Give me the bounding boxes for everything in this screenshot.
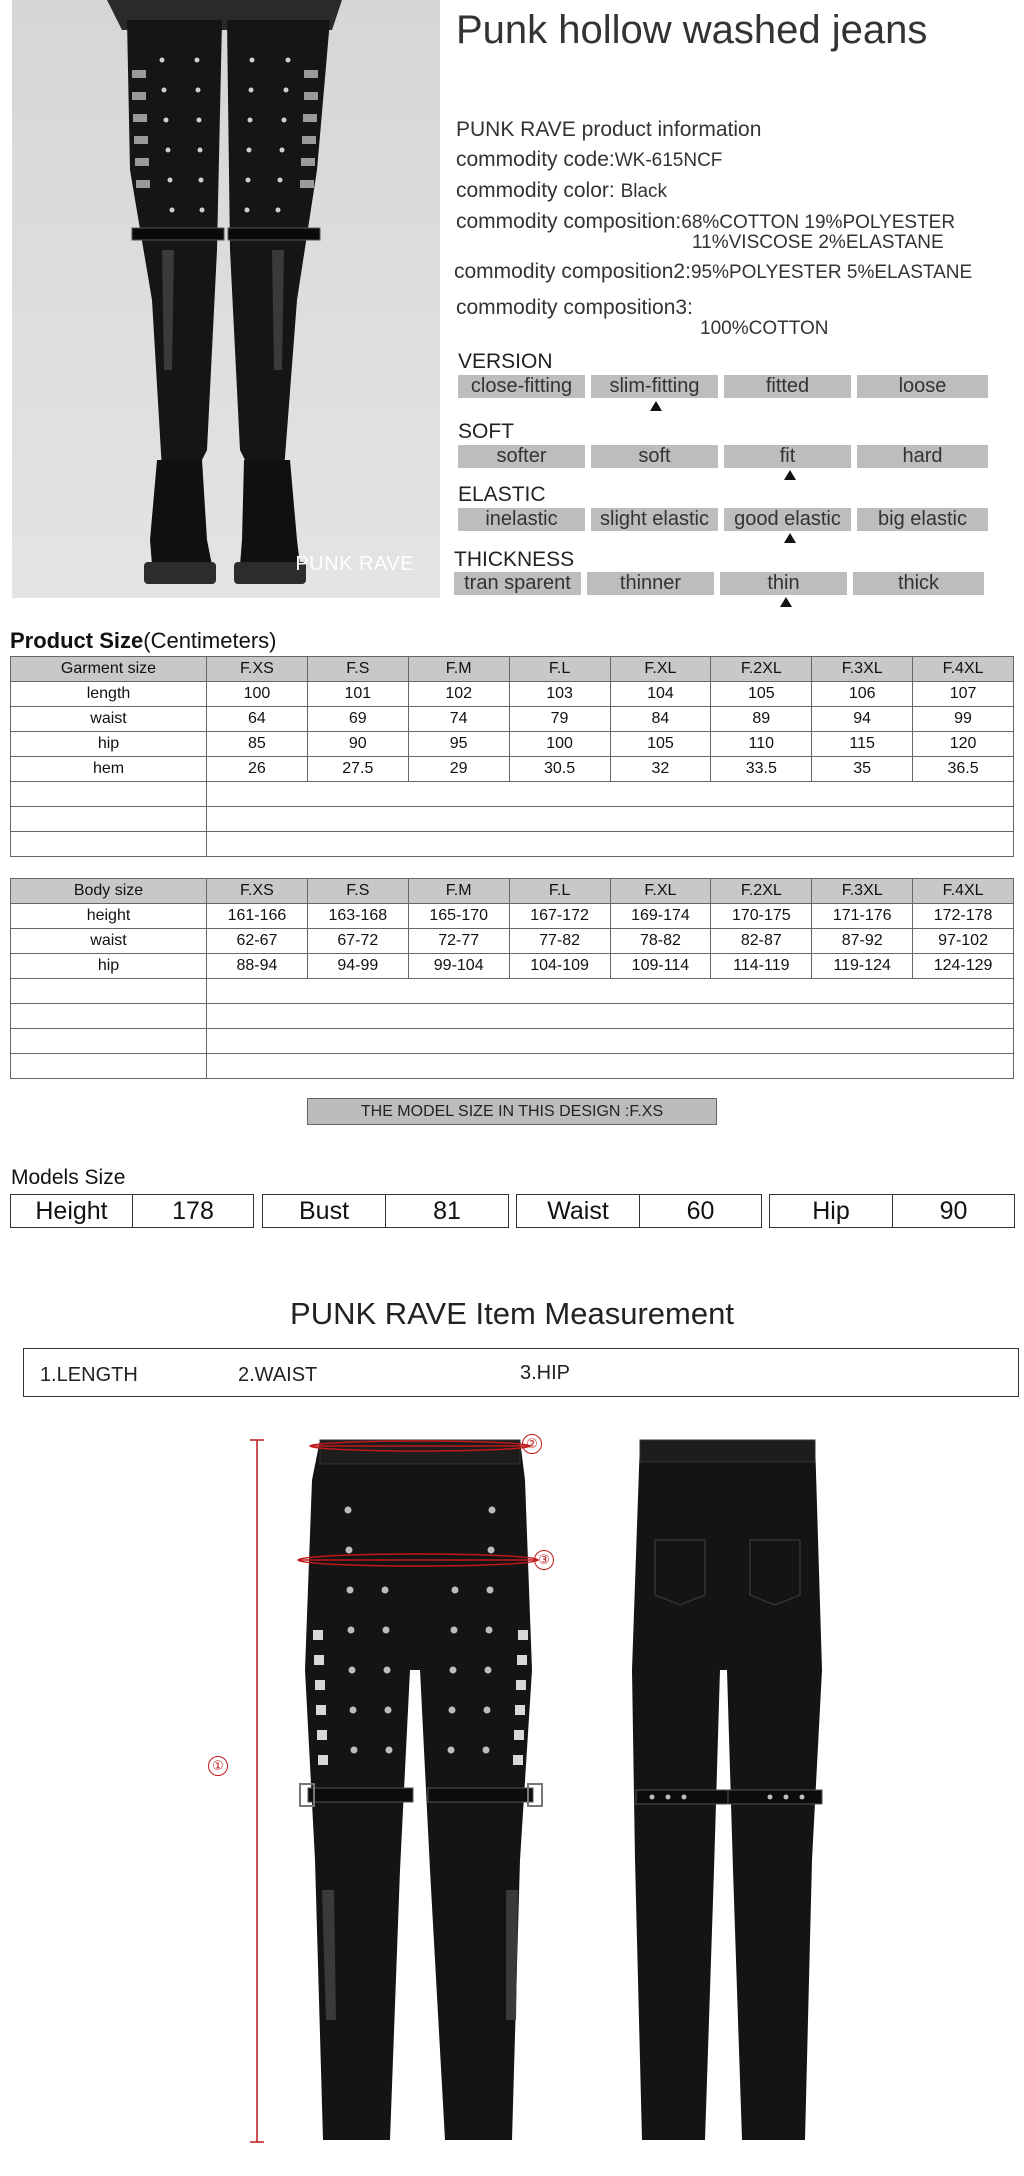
version-option: fitted [724,375,851,398]
header-cell: F.L [509,879,610,904]
pants-front-back-illustration [250,1420,830,2155]
empty-cell [11,1004,207,1029]
empty-cell [207,1054,1014,1079]
table-cell: 99-104 [408,954,509,979]
elastic-option: slight elastic [591,508,718,531]
table-header-row [11,657,1014,682]
elastic-option: inelastic [458,508,585,531]
table-row [11,707,1014,732]
table-cell: 100 [509,732,610,757]
measurement-length: 1.LENGTH [40,1364,138,1386]
table-cell: 27.5 [307,757,408,782]
composition-value-2-row [692,230,944,254]
info-heading: PUNK RAVE product information [456,118,762,141]
table-cell: 36.5 [913,757,1014,782]
elastic-option: big elastic [857,508,988,531]
soft-title: SOFT [458,420,514,443]
table-cell: 77-82 [509,929,610,954]
table-row [11,757,1014,782]
product-title: Punk hollow washed jeans [456,8,928,52]
code-value: WK-615NCF [614,150,723,171]
code-label: commodity code: [456,148,615,171]
product-size-heading [10,628,277,654]
composition3-value: 100%COTTON [700,318,829,339]
thickness-option: thick [853,572,984,595]
table-cell: 32 [610,757,711,782]
table-cell: 106 [812,682,913,707]
table-cell: 89 [711,707,812,732]
header-cell: F.2XL [711,879,812,904]
table-header-row [11,879,1014,904]
table-cell: 78-82 [610,929,711,954]
empty-cell [11,782,207,807]
thickness-option: tran sparent [454,572,581,595]
code-row [456,148,722,172]
measurement-hip: 3.HIP [520,1362,571,1384]
header-cell: F.S [307,879,408,904]
color-value: Black [620,181,668,202]
header-cell: F.S [307,657,408,682]
table-cell: 167-172 [509,904,610,929]
table-cell: 120 [913,732,1014,757]
table-cell: 105 [711,682,812,707]
measurement-waist: 2.WAIST [238,1364,318,1386]
table-cell: 85 [207,732,308,757]
table-row [11,904,1014,929]
model-waist-box [516,1194,762,1228]
table-cell: 35 [812,757,913,782]
empty-cell [11,807,207,832]
table-cell: 101 [307,682,408,707]
soft-option: soft [591,445,718,468]
table-cell: 124-129 [913,954,1014,979]
table-cell: 102 [408,682,509,707]
composition-value-1: 68%COTTON 19%POLYESTER [681,212,956,233]
table-cell: 64 [207,707,308,732]
composition2-value: 95%POLYESTER 5%ELASTANE [690,262,973,283]
version-option: slim-fitting [591,375,718,398]
table-cell: 169-174 [610,904,711,929]
version-option: close-fitting [458,375,585,398]
table-cell: 82-87 [711,929,812,954]
model-waist-value: 60 [686,1197,715,1225]
table-cell: 67-72 [307,929,408,954]
composition3-label: commodity composition3: [456,296,693,319]
empty-cell [11,832,207,857]
header-cell: F.XL [610,879,711,904]
header-cell: F.M [408,657,509,682]
table-cell: 100 [207,682,308,707]
composition2-label: commodity composition2: [454,260,691,283]
table-cell: 110 [711,732,812,757]
version-selected-marker [650,401,662,411]
table-cell: 114-119 [711,954,812,979]
table-cell: waist [11,707,207,732]
model-hip-label: Hip [770,1195,893,1227]
table-cell: height [11,904,207,929]
table-cell: 79 [509,707,610,732]
table-cell: 104-109 [509,954,610,979]
model-height-value: 178 [172,1197,214,1225]
table-cell: 74 [408,707,509,732]
version-option: loose [857,375,988,398]
header-cell: F.4XL [913,879,1014,904]
thickness-option: thinner [587,572,714,595]
table-cell: 88-94 [207,954,308,979]
empty-row [11,1029,1014,1054]
elastic-selected-marker [784,533,796,543]
table-cell: 99 [913,707,1014,732]
table-row [11,929,1014,954]
header-cell: Body size [11,879,207,904]
elastic-title: ELASTIC [458,483,546,506]
table-cell: 107 [913,682,1014,707]
empty-row [11,832,1014,857]
empty-cell [207,1004,1014,1029]
thickness-selected-marker [780,597,792,607]
table-cell: 29 [408,757,509,782]
table-cell: hip [11,954,207,979]
model-height-box [10,1194,254,1228]
header-cell: Garment size [11,657,207,682]
table-row [11,954,1014,979]
model-hip-box [769,1194,1015,1228]
product-photo [12,0,440,598]
composition3-value-row [700,316,828,340]
table-cell: 170-175 [711,904,812,929]
model-bust-value: 81 [433,1197,461,1225]
table-cell: 163-168 [307,904,408,929]
soft-selected-marker [784,470,796,480]
table-cell: 94-99 [307,954,408,979]
color-label: commodity color: [456,179,615,202]
table-cell: 97-102 [913,929,1014,954]
marker-waist: ② [522,1434,542,1454]
table-cell: hem [11,757,207,782]
table-cell: 165-170 [408,904,509,929]
soft-option: fit [724,445,851,468]
table-cell: 171-176 [812,904,913,929]
header-cell: F.3XL [812,657,913,682]
empty-cell [11,1029,207,1054]
empty-cell [11,979,207,1004]
soft-option: hard [857,445,988,468]
model-legs-illustration [12,0,440,598]
header-cell: F.M [408,879,509,904]
measurement-title: PUNK RAVE Item Measurement [290,1296,734,1331]
product-size-unit: (Centimeters) [143,628,277,653]
model-waist-label: Waist [517,1195,640,1227]
composition-label: commodity composition: [456,210,682,233]
empty-row [11,782,1014,807]
table-cell: 105 [610,732,711,757]
table-row [11,682,1014,707]
marker-hip: ③ [534,1550,554,1570]
table-cell: 172-178 [913,904,1014,929]
empty-row [11,1054,1014,1079]
garment-size-table [10,656,1014,857]
empty-cell [207,782,1014,807]
header-cell: F.XS [207,657,308,682]
empty-row [11,979,1014,1004]
model-bust-box [262,1194,509,1228]
header-cell: F.XS [207,879,308,904]
table-row [11,732,1014,757]
table-cell: 72-77 [408,929,509,954]
table-cell: 87-92 [812,929,913,954]
color-row [456,179,667,203]
version-title: VERSION [458,350,553,373]
composition-value-2: 11%VISCOSE 2%ELASTANE [692,232,944,253]
table-cell: 94 [812,707,913,732]
empty-row [11,807,1014,832]
thickness-option: thin [720,572,847,595]
header-cell: F.4XL [913,657,1014,682]
table-cell: 95 [408,732,509,757]
model-bust-label: Bust [263,1195,386,1227]
soft-option: softer [458,445,585,468]
table-cell: 161-166 [207,904,308,929]
model-size-note: THE MODEL SIZE IN THIS DESIGN :F.XS [307,1098,717,1125]
table-cell: 103 [509,682,610,707]
table-cell: 84 [610,707,711,732]
elastic-option: good elastic [724,508,851,531]
composition2-row [454,260,972,284]
models-size-heading: Models Size [11,1166,126,1189]
pants-measurement-figure [212,1420,830,2155]
table-cell: 109-114 [610,954,711,979]
table-cell: 26 [207,757,308,782]
empty-cell [11,1054,207,1079]
table-cell: 119-124 [812,954,913,979]
header-cell: F.L [509,657,610,682]
table-cell: hip [11,732,207,757]
model-hip-value: 90 [939,1197,968,1225]
model-height-label: Height [11,1195,133,1227]
table-cell: 104 [610,682,711,707]
product-size-title: Product Size [10,628,144,653]
marker-length: ① [208,1756,228,1776]
header-cell: F.3XL [812,879,913,904]
table-cell: length [11,682,207,707]
empty-cell [207,832,1014,857]
header-cell: F.2XL [711,657,812,682]
table-cell: waist [11,929,207,954]
empty-cell [207,807,1014,832]
table-cell: 30.5 [509,757,610,782]
table-cell: 33.5 [711,757,812,782]
empty-cell [207,1029,1014,1054]
watermark: PUNK RAVE [295,553,414,575]
table-cell: 115 [812,732,913,757]
thickness-title: THICKNESS [454,548,575,571]
empty-cell [207,979,1014,1004]
header-cell: F.XL [610,657,711,682]
empty-row [11,1004,1014,1029]
body-size-table [10,878,1014,1079]
table-cell: 90 [307,732,408,757]
table-cell: 62-67 [207,929,308,954]
table-cell: 69 [307,707,408,732]
